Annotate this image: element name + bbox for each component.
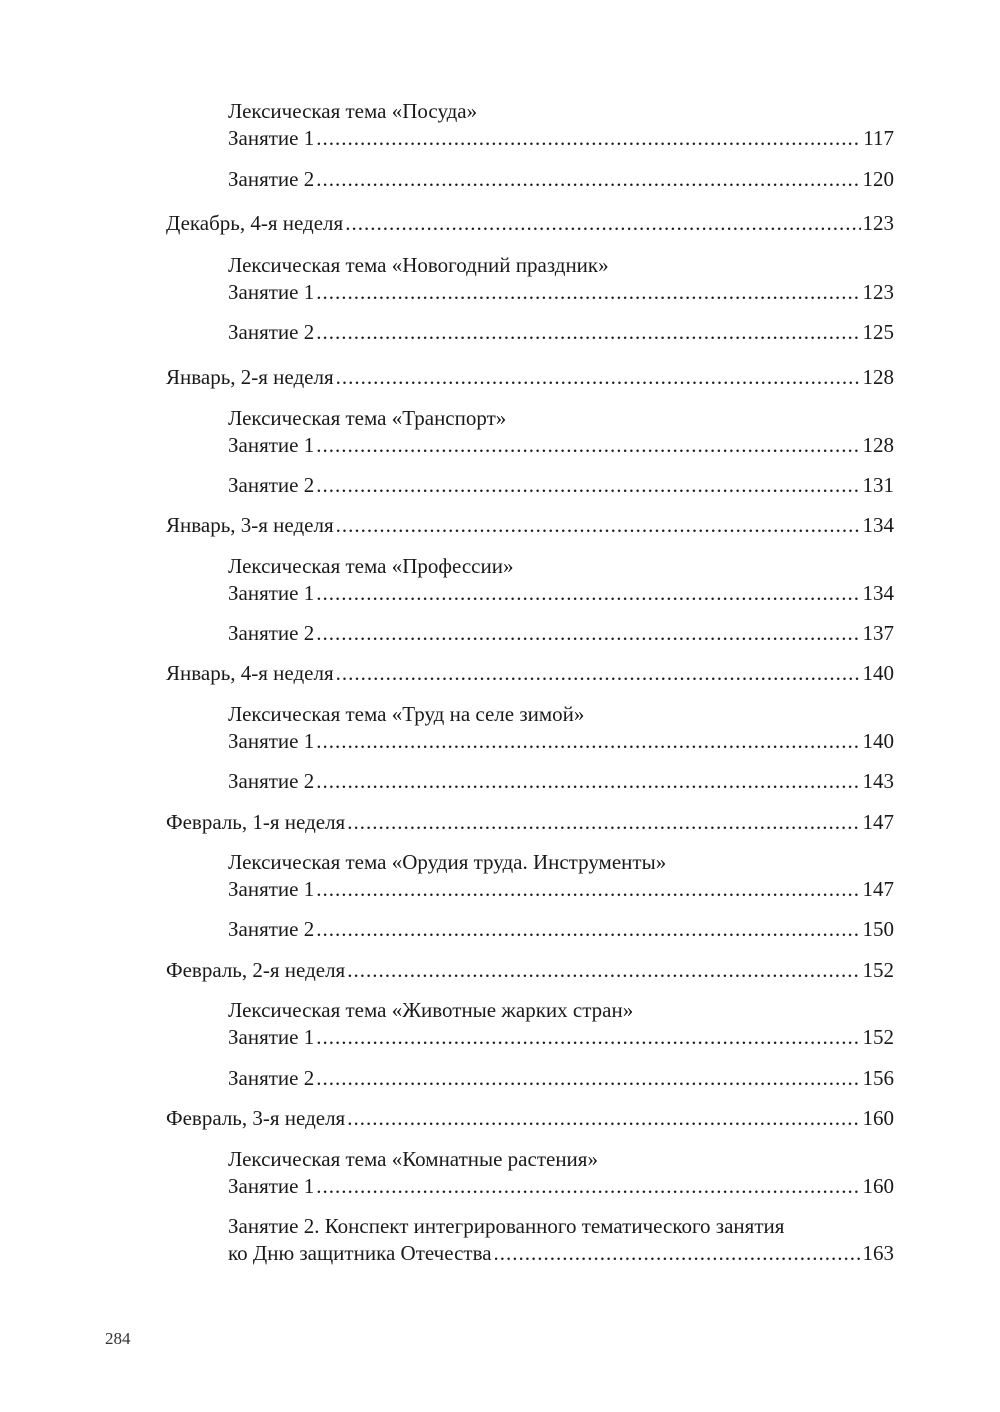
toc-leader-dots bbox=[316, 1023, 860, 1051]
toc-entry bbox=[228, 767, 894, 795]
toc-entry-title: Занятие 2 bbox=[228, 769, 315, 793]
toc-entry bbox=[228, 1064, 894, 1092]
toc-theme-heading: Лексическая тема «Посуда» bbox=[228, 99, 478, 123]
toc-entry-title: Занятие 2 bbox=[228, 621, 315, 645]
toc-section-page: 134 bbox=[862, 513, 894, 537]
toc-leader-dots bbox=[336, 363, 861, 391]
toc-entry bbox=[228, 165, 894, 193]
toc-section-title: Февраль, 1-я неделя bbox=[166, 810, 346, 834]
toc-leader-dots bbox=[494, 1239, 861, 1267]
toc-theme-heading: Лексическая тема «Орудия труда. Инструменты» bbox=[228, 850, 667, 874]
toc-leader-dots bbox=[316, 767, 860, 795]
toc-entry-title: Занятие 2 bbox=[228, 473, 315, 497]
toc-leader-dots bbox=[347, 956, 860, 984]
toc-entry bbox=[228, 1023, 894, 1051]
toc-leader-dots bbox=[316, 875, 860, 903]
toc-leader-dots bbox=[347, 808, 860, 836]
toc-leader-dots bbox=[345, 209, 860, 237]
toc-entry-page: 120 bbox=[862, 167, 894, 191]
toc-section-entry bbox=[166, 808, 894, 836]
toc-entry-page: 147 bbox=[862, 877, 894, 901]
toc-entry-title: Занятие 1 bbox=[228, 433, 315, 457]
toc-entry bbox=[228, 579, 894, 607]
toc-leader-dots bbox=[347, 1104, 860, 1132]
toc-entry-page: 125 bbox=[862, 320, 894, 344]
toc-entry-title: ко Дню защитника Отечества bbox=[228, 1241, 492, 1265]
toc-section-page: 140 bbox=[862, 661, 894, 685]
toc-entry-title: Занятие 2. Конспект интегрированного тематического занятия bbox=[228, 1214, 785, 1238]
toc-theme-heading: Лексическая тема «Транспорт» bbox=[228, 406, 507, 430]
toc-leader-dots bbox=[316, 431, 860, 459]
toc-entry-title: Занятие 2 bbox=[228, 1066, 315, 1090]
toc-entry-title: Занятие 1 bbox=[228, 729, 315, 753]
toc-entry bbox=[228, 124, 894, 152]
toc-leader-dots bbox=[316, 1172, 860, 1200]
toc-section-page: 160 bbox=[862, 1106, 894, 1130]
toc-leader-dots bbox=[316, 165, 860, 193]
toc-entry bbox=[228, 727, 894, 755]
toc-entry bbox=[228, 915, 894, 943]
toc-entry-page: 123 bbox=[862, 280, 894, 304]
toc-theme-heading: Лексическая тема «Новогодний праздник» bbox=[228, 253, 609, 277]
toc-theme-heading: Лексическая тема «Комнатные растения» bbox=[228, 1147, 598, 1171]
toc-section-entry bbox=[166, 511, 894, 539]
toc-leader-dots bbox=[316, 318, 860, 346]
toc-entry bbox=[228, 619, 894, 647]
toc-entry-page: 128 bbox=[862, 433, 894, 457]
toc-leader-dots bbox=[316, 278, 860, 306]
toc-leader-dots bbox=[336, 659, 861, 687]
toc-leader-dots bbox=[316, 727, 860, 755]
toc-section-title: Январь, 3-я неделя bbox=[166, 513, 334, 537]
toc-section-entry bbox=[166, 956, 894, 984]
toc-entry bbox=[228, 1172, 894, 1200]
toc-section-page: 147 bbox=[862, 810, 894, 834]
toc-entry-page: 131 bbox=[862, 473, 894, 497]
toc-entry-page: 117 bbox=[863, 126, 894, 150]
toc-entry bbox=[228, 875, 894, 903]
toc-theme-heading: Лексическая тема «Животные жарких стран» bbox=[228, 998, 634, 1022]
toc-entry bbox=[228, 318, 894, 346]
toc-entry-page: 160 bbox=[862, 1174, 894, 1198]
toc-entry-page: 150 bbox=[862, 917, 894, 941]
toc-section-title: Январь, 2-я неделя bbox=[166, 365, 334, 389]
toc-section-title: Февраль, 3-я неделя bbox=[166, 1106, 346, 1130]
toc-entry-page: 134 bbox=[862, 581, 894, 605]
toc-entry bbox=[228, 431, 894, 459]
toc-entry-title: Занятие 1 bbox=[228, 877, 315, 901]
toc-entry bbox=[228, 471, 894, 499]
toc-entry-title: Занятие 1 bbox=[228, 1025, 315, 1049]
toc-entry-title: Занятие 2 bbox=[228, 917, 315, 941]
toc-entry-page: 143 bbox=[862, 769, 894, 793]
toc-entry-title: Занятие 1 bbox=[228, 581, 315, 605]
toc-section-entry bbox=[166, 209, 894, 237]
toc-entry bbox=[228, 278, 894, 306]
toc-section-page: 123 bbox=[862, 211, 894, 235]
toc-section-title: Февраль, 2-я неделя bbox=[166, 958, 346, 982]
toc-theme-heading: Лексическая тема «Профессии» bbox=[228, 554, 514, 578]
toc-entry-page: 137 bbox=[862, 621, 894, 645]
toc-entry-title: Занятие 1 bbox=[228, 1174, 315, 1198]
toc-leader-dots bbox=[316, 619, 860, 647]
toc-leader-dots bbox=[316, 1064, 860, 1092]
toc-entry-title: Занятие 1 bbox=[228, 280, 315, 304]
toc-section-entry bbox=[166, 659, 894, 687]
toc-section-entry bbox=[166, 363, 894, 391]
toc-entry-page: 152 bbox=[862, 1025, 894, 1049]
page-number: 284 bbox=[105, 1329, 131, 1348]
toc-section-page: 152 bbox=[862, 958, 894, 982]
toc-leader-dots bbox=[336, 511, 861, 539]
toc-section-title: Январь, 4-я неделя bbox=[166, 661, 334, 685]
toc-entry-page: 163 bbox=[862, 1241, 894, 1265]
toc-theme-heading: Лексическая тема «Труд на селе зимой» bbox=[228, 702, 585, 726]
toc-leader-dots bbox=[316, 915, 860, 943]
toc-leader-dots bbox=[316, 579, 860, 607]
toc-leader-dots bbox=[316, 471, 860, 499]
toc-entry-page: 156 bbox=[862, 1066, 894, 1090]
toc-entry bbox=[228, 1239, 894, 1267]
toc-section-page: 128 bbox=[862, 365, 894, 389]
toc-section-title: Декабрь, 4-я неделя bbox=[166, 211, 344, 235]
toc-entry-title: Занятие 2 bbox=[228, 167, 315, 191]
toc-leader-dots bbox=[316, 124, 861, 152]
toc-entry-title: Занятие 1 bbox=[228, 126, 315, 150]
toc-entry-title: Занятие 2 bbox=[228, 320, 315, 344]
toc-entry-page: 140 bbox=[862, 729, 894, 753]
toc-section-entry bbox=[166, 1104, 894, 1132]
